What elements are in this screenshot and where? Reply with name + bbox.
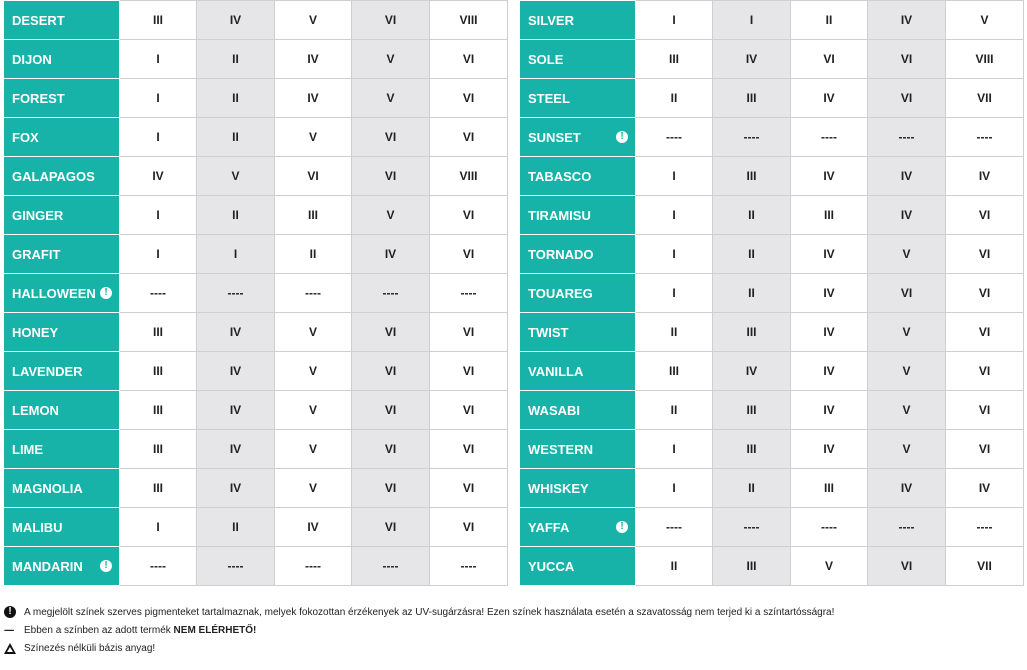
color-name: TABASCO	[528, 168, 592, 184]
durability-value-cell: ----	[868, 508, 946, 547]
durability-value-cell: VII	[946, 79, 1024, 118]
table-row	[520, 391, 1024, 430]
durability-value-cell: V	[275, 430, 352, 469]
table-row	[520, 118, 1024, 157]
table-row	[520, 508, 1024, 547]
warning-icon: !	[100, 287, 112, 299]
durability-value-cell: VI	[430, 430, 508, 469]
durability-value-cell: VI	[430, 40, 508, 79]
color-name-cell	[4, 313, 120, 352]
color-name: YUCCA	[528, 558, 575, 574]
durability-value-cell: II	[636, 391, 713, 430]
table-row	[520, 547, 1024, 586]
durability-value-cell: I	[120, 196, 197, 235]
color-name: TIRAMISU	[528, 207, 591, 223]
durability-value-cell: VI	[868, 547, 946, 586]
durability-value-cell: II	[275, 235, 352, 274]
durability-value-cell: III	[713, 430, 791, 469]
table-row	[4, 430, 508, 469]
durability-value-cell: V	[868, 391, 946, 430]
color-name-cell	[4, 352, 120, 391]
table-row	[4, 391, 508, 430]
color-name-cell	[520, 430, 636, 469]
color-name: LAVENDER	[12, 363, 83, 379]
color-name-cell	[520, 157, 636, 196]
color-name: WASABI	[528, 402, 580, 418]
durability-value-cell: IV	[791, 352, 868, 391]
durability-value-cell: ----	[636, 508, 713, 547]
durability-value-cell: IV	[120, 157, 197, 196]
color-name-cell	[520, 508, 636, 547]
durability-value-cell: IV	[352, 235, 430, 274]
warning-icon: !	[4, 606, 16, 618]
table-row	[520, 430, 1024, 469]
durability-value-cell: VI	[868, 274, 946, 313]
durability-value-cell: III	[120, 430, 197, 469]
durability-value-cell: VI	[352, 469, 430, 508]
durability-value-cell: ----	[197, 547, 275, 586]
durability-value-cell: IV	[868, 469, 946, 508]
durability-value-cell: I	[120, 40, 197, 79]
table-row	[520, 196, 1024, 235]
durability-value-cell: III	[791, 196, 868, 235]
color-name: LEMON	[12, 402, 59, 418]
durability-value-cell: II	[636, 313, 713, 352]
durability-value-cell: VI	[946, 196, 1024, 235]
durability-value-cell: IV	[197, 1, 275, 40]
color-name-cell	[4, 1, 120, 40]
durability-value-cell: VI	[868, 40, 946, 79]
durability-value-cell: III	[636, 352, 713, 391]
color-name-cell	[520, 313, 636, 352]
table-row	[4, 508, 508, 547]
durability-value-cell: IV	[791, 79, 868, 118]
durability-value-cell: ----	[791, 508, 868, 547]
durability-value-cell: II	[636, 79, 713, 118]
durability-value-cell: IV	[791, 157, 868, 196]
durability-value-cell: III	[713, 79, 791, 118]
color-name-cell	[520, 196, 636, 235]
durability-value-cell: III	[120, 313, 197, 352]
durability-value-cell: VI	[352, 430, 430, 469]
color-name: STEEL	[528, 90, 570, 106]
color-name-cell	[4, 391, 120, 430]
durability-value-cell: III	[713, 391, 791, 430]
durability-value-cell: ----	[791, 118, 868, 157]
durability-value-cell: VI	[868, 79, 946, 118]
triangle-icon	[4, 643, 16, 654]
durability-value-cell: VI	[352, 391, 430, 430]
table-row	[520, 352, 1024, 391]
table-row	[520, 79, 1024, 118]
durability-value-cell: III	[120, 1, 197, 40]
durability-value-cell: I	[636, 196, 713, 235]
color-name: GALAPAGOS	[12, 168, 95, 184]
durability-value-cell: VII	[946, 547, 1024, 586]
color-name-cell	[520, 118, 636, 157]
durability-value-cell: II	[197, 40, 275, 79]
durability-value-cell: V	[275, 391, 352, 430]
durability-value-cell: VI	[352, 157, 430, 196]
durability-value-cell: V	[868, 235, 946, 274]
durability-value-cell: IV	[197, 430, 275, 469]
durability-value-cell: IV	[275, 40, 352, 79]
durability-value-cell: IV	[197, 313, 275, 352]
color-name-cell	[4, 157, 120, 196]
durability-value-cell: II	[636, 547, 713, 586]
durability-value-cell: VI	[946, 313, 1024, 352]
durability-value-cell: I	[120, 79, 197, 118]
durability-value-cell: V	[275, 469, 352, 508]
durability-table-right	[519, 0, 1024, 586]
durability-value-cell: ----	[430, 547, 508, 586]
table-row	[520, 157, 1024, 196]
table-row	[4, 352, 508, 391]
durability-value-cell: ----	[946, 508, 1024, 547]
table-row	[4, 118, 508, 157]
durability-value-cell: V	[868, 430, 946, 469]
color-name: GINGER	[12, 207, 64, 223]
durability-value-cell: VI	[430, 313, 508, 352]
color-name-cell	[520, 1, 636, 40]
durability-value-cell: I	[636, 274, 713, 313]
durability-value-cell: ----	[430, 274, 508, 313]
color-name: HONEY	[12, 324, 59, 340]
durability-value-cell: ----	[352, 547, 430, 586]
legend-dash-bold: NEM ELÉRHETŐ!	[173, 624, 257, 636]
durability-value-cell: ----	[275, 547, 352, 586]
color-name-cell	[4, 235, 120, 274]
table-row	[4, 1, 508, 40]
durability-value-cell: V	[275, 1, 352, 40]
color-name-cell	[4, 469, 120, 508]
durability-value-cell: V	[868, 313, 946, 352]
table-row	[4, 40, 508, 79]
color-name-cell	[4, 274, 120, 313]
durability-value-cell: V	[868, 352, 946, 391]
durability-value-cell: IV	[713, 352, 791, 391]
durability-value-cell: I	[713, 1, 791, 40]
color-name-cell	[4, 430, 120, 469]
durability-value-cell: II	[197, 508, 275, 547]
durability-value-cell: IV	[275, 508, 352, 547]
durability-value-cell: VI	[791, 40, 868, 79]
table-row	[4, 274, 508, 313]
durability-value-cell: ----	[713, 118, 791, 157]
durability-value-cell: V	[275, 352, 352, 391]
color-name: DESERT	[12, 12, 65, 28]
durability-value-cell: I	[197, 235, 275, 274]
durability-value-cell: VI	[946, 235, 1024, 274]
durability-value-cell: III	[120, 352, 197, 391]
durability-value-cell: III	[713, 547, 791, 586]
color-name-cell	[4, 547, 120, 586]
durability-value-cell: VI	[352, 1, 430, 40]
durability-value-cell: V	[352, 40, 430, 79]
color-name-cell	[4, 40, 120, 79]
durability-value-cell: III	[636, 40, 713, 79]
color-name-cell	[520, 352, 636, 391]
color-name: MAGNOLIA	[12, 480, 83, 496]
color-name: WHISKEY	[528, 480, 589, 496]
durability-value-cell: II	[713, 235, 791, 274]
durability-value-cell: IV	[946, 469, 1024, 508]
durability-value-cell: II	[713, 469, 791, 508]
durability-value-cell: VI	[430, 508, 508, 547]
color-name-cell	[4, 508, 120, 547]
legend-dash-text: Ebben a színben az adott termék	[24, 624, 171, 636]
durability-value-cell: V	[275, 118, 352, 157]
durability-value-cell: VI	[430, 352, 508, 391]
color-name: SUNSET	[528, 129, 581, 145]
color-name: FOREST	[12, 90, 65, 106]
durability-value-cell: IV	[868, 196, 946, 235]
color-name-cell	[4, 118, 120, 157]
durability-value-cell: II	[197, 79, 275, 118]
durability-value-cell: I	[120, 235, 197, 274]
color-name-cell	[520, 469, 636, 508]
durability-value-cell: V	[352, 196, 430, 235]
durability-value-cell: III	[713, 313, 791, 352]
durability-value-cell: IV	[791, 274, 868, 313]
color-name: MANDARIN	[12, 558, 83, 574]
durability-value-cell: VI	[430, 235, 508, 274]
dash-symbol: ----	[4, 624, 14, 636]
durability-value-cell: I	[636, 235, 713, 274]
durability-value-cell: VIII	[946, 40, 1024, 79]
durability-value-cell: III	[120, 391, 197, 430]
durability-value-cell: IV	[868, 1, 946, 40]
color-name: FOX	[12, 129, 39, 145]
durability-value-cell: IV	[197, 391, 275, 430]
durability-value-cell: ----	[636, 118, 713, 157]
legend-warning-line	[4, 603, 834, 621]
durability-value-cell: IV	[791, 391, 868, 430]
durability-value-cell: IV	[946, 157, 1024, 196]
durability-value-cell: I	[120, 508, 197, 547]
durability-value-cell: IV	[197, 352, 275, 391]
durability-value-cell: VI	[430, 79, 508, 118]
table-row	[520, 313, 1024, 352]
durability-value-cell: VI	[352, 508, 430, 547]
color-name-cell	[520, 40, 636, 79]
durability-value-cell: IV	[791, 430, 868, 469]
color-name: TWIST	[528, 324, 569, 340]
durability-value-cell: II	[713, 274, 791, 313]
color-name: WESTERN	[528, 441, 593, 457]
durability-value-cell: ----	[946, 118, 1024, 157]
durability-value-cell: II	[713, 196, 791, 235]
color-name: TOUAREG	[528, 285, 593, 301]
color-name: SILVER	[528, 12, 574, 28]
legend-triangle-line	[4, 639, 834, 657]
durability-value-cell: III	[120, 469, 197, 508]
color-name-cell	[520, 391, 636, 430]
durability-value-cell: IV	[791, 235, 868, 274]
table-row	[4, 79, 508, 118]
color-name: LIME	[12, 441, 44, 457]
durability-value-cell: VI	[430, 118, 508, 157]
durability-value-cell: VIII	[430, 1, 508, 40]
durability-value-cell: ----	[120, 547, 197, 586]
durability-value-cell: II	[197, 118, 275, 157]
color-name: DIJON	[12, 51, 52, 67]
warning-icon: !	[616, 131, 628, 143]
color-name: YAFFA	[528, 519, 570, 535]
durability-value-cell: VI	[946, 274, 1024, 313]
durability-value-cell: IV	[791, 313, 868, 352]
color-name: GRAFIT	[12, 246, 61, 262]
color-name-cell	[520, 547, 636, 586]
warning-icon: !	[616, 521, 628, 533]
durability-table-left	[3, 0, 508, 586]
durability-value-cell: V	[791, 547, 868, 586]
legend	[4, 603, 834, 657]
color-name: VANILLA	[528, 363, 584, 379]
durability-value-cell: VI	[430, 469, 508, 508]
legend-dash-line	[4, 621, 834, 639]
durability-value-cell: IV	[197, 469, 275, 508]
table-row	[4, 547, 508, 586]
durability-value-cell: VIII	[430, 157, 508, 196]
durability-value-cell: VI	[352, 352, 430, 391]
table-row	[520, 40, 1024, 79]
color-name: MALIBU	[12, 519, 63, 535]
durability-value-cell: III	[275, 196, 352, 235]
durability-value-cell: IV	[275, 79, 352, 118]
durability-value-cell: VI	[946, 352, 1024, 391]
table-row	[520, 469, 1024, 508]
durability-value-cell: VI	[352, 118, 430, 157]
durability-value-cell: ----	[868, 118, 946, 157]
table-row	[520, 235, 1024, 274]
warning-icon: !	[100, 560, 112, 572]
durability-value-cell: V	[197, 157, 275, 196]
durability-value-cell: ----	[713, 508, 791, 547]
durability-value-cell: III	[713, 157, 791, 196]
table-row	[520, 274, 1024, 313]
color-name-cell	[520, 79, 636, 118]
durability-value-cell: V	[275, 313, 352, 352]
durability-value-cell: IV	[868, 157, 946, 196]
durability-value-cell: V	[352, 79, 430, 118]
color-name: SOLE	[528, 51, 564, 67]
durability-value-cell: VI	[275, 157, 352, 196]
durability-value-cell: II	[791, 1, 868, 40]
color-name: TORNADO	[528, 246, 594, 262]
durability-value-cell: VI	[946, 391, 1024, 430]
durability-value-cell: VI	[946, 430, 1024, 469]
durability-value-cell: VI	[352, 313, 430, 352]
table-row	[4, 196, 508, 235]
durability-value-cell: VI	[430, 391, 508, 430]
table-row	[520, 1, 1024, 40]
table-row	[4, 157, 508, 196]
durability-value-cell: III	[791, 469, 868, 508]
durability-value-cell: II	[197, 196, 275, 235]
durability-value-cell: ----	[352, 274, 430, 313]
table-row	[4, 313, 508, 352]
color-name-cell	[520, 235, 636, 274]
durability-value-cell: IV	[713, 40, 791, 79]
color-name: HALLOWEEN	[12, 285, 96, 301]
table-row	[4, 235, 508, 274]
durability-value-cell: I	[636, 157, 713, 196]
table-row	[4, 469, 508, 508]
durability-value-cell: I	[636, 430, 713, 469]
color-name-cell	[4, 79, 120, 118]
color-name-cell	[4, 196, 120, 235]
legend-triangle-text: Színezés nélküli bázis anyag!	[24, 642, 156, 654]
durability-value-cell: ----	[275, 274, 352, 313]
durability-value-cell: ----	[120, 274, 197, 313]
durability-value-cell: I	[636, 469, 713, 508]
durability-value-cell: VI	[430, 196, 508, 235]
durability-value-cell: ----	[197, 274, 275, 313]
durability-value-cell: V	[946, 1, 1024, 40]
durability-value-cell: I	[120, 118, 197, 157]
durability-value-cell: I	[636, 1, 713, 40]
color-name-cell	[520, 274, 636, 313]
legend-warning-text: A megjelölt színek szerves pigmenteket tartalmaznak, melyek fokozottan érzékenyek az UV-sugárzásra! Ezen színek használata esetén a szavatosság nem terjed ki a színtartósságra!	[24, 606, 835, 618]
